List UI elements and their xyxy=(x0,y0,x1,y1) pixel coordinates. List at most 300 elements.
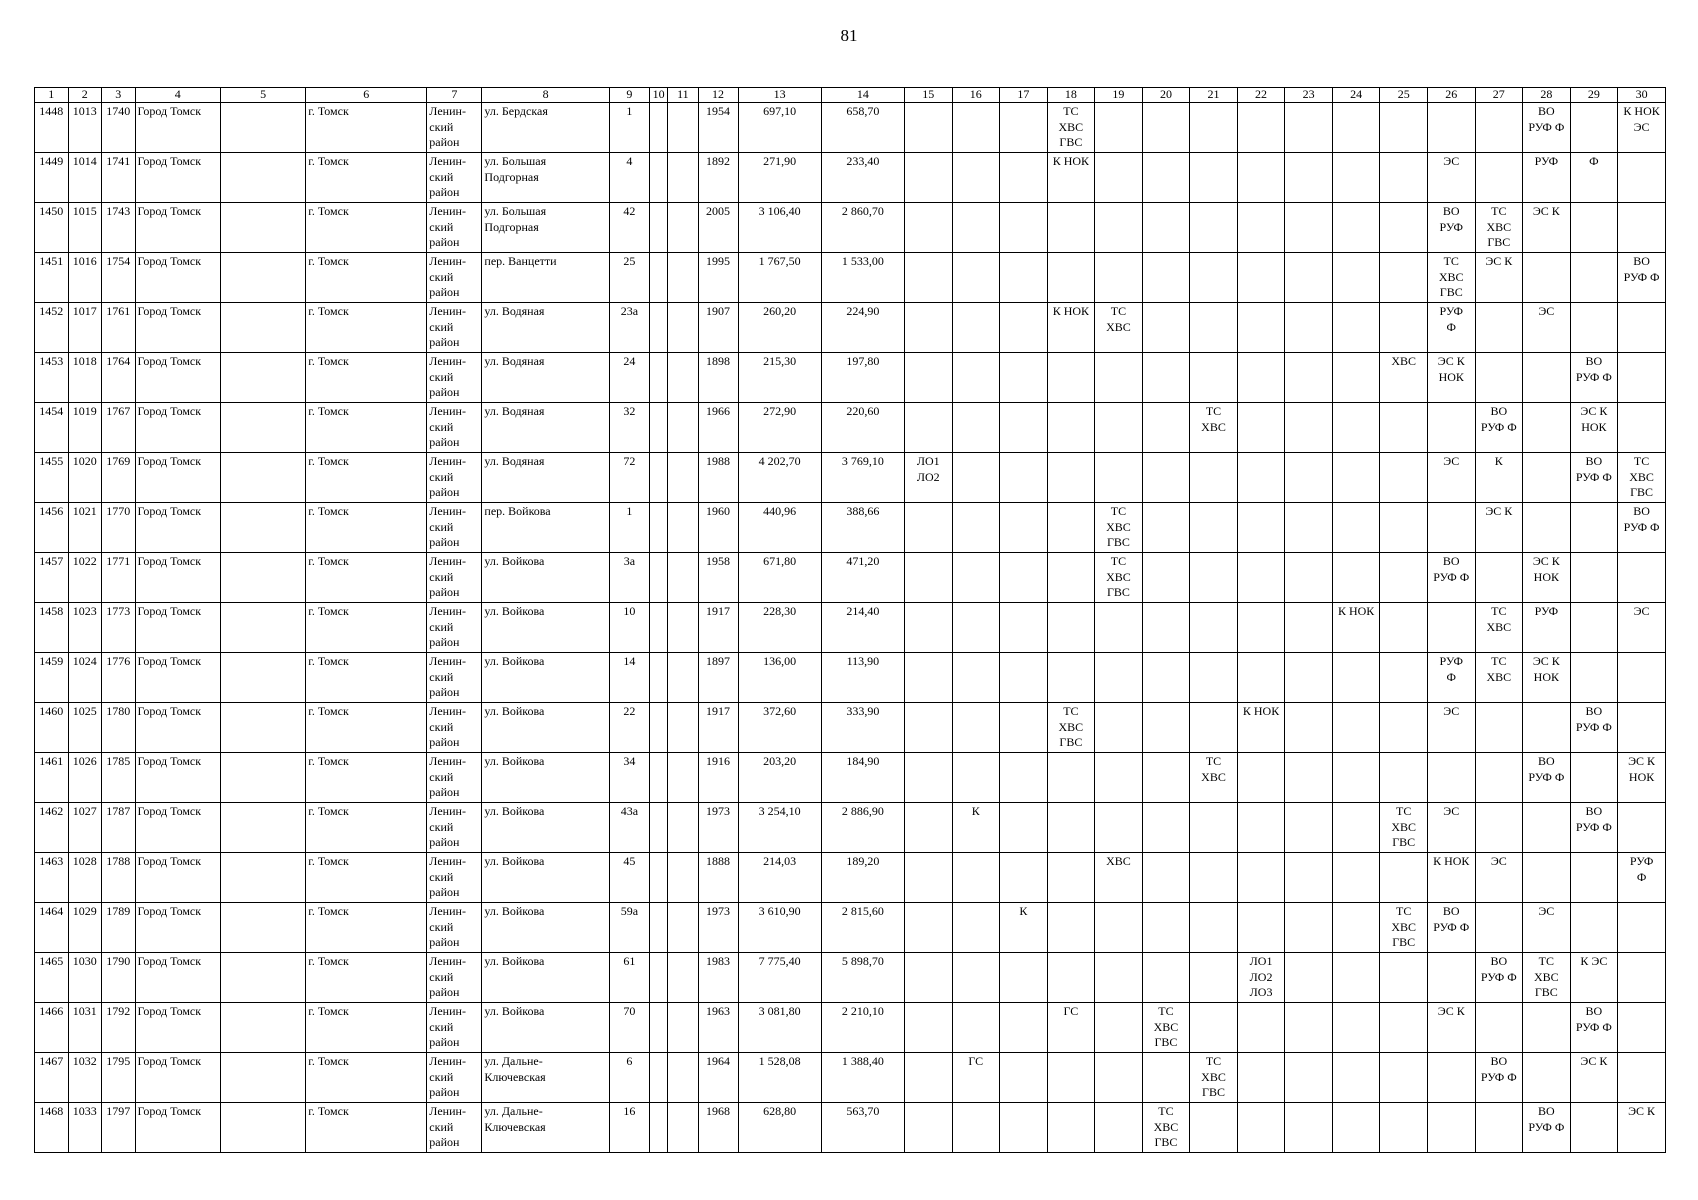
table-cell xyxy=(952,553,1000,603)
table-cell: 224,90 xyxy=(821,303,904,353)
table-cell: 197,80 xyxy=(821,353,904,403)
table-cell xyxy=(904,153,952,203)
table-cell xyxy=(1427,603,1475,653)
table-cell xyxy=(904,803,952,853)
table-cell: ул. Войкова xyxy=(482,803,610,853)
column-header: 30 xyxy=(1618,88,1666,103)
table-cell xyxy=(649,203,667,253)
table-cell: 1973 xyxy=(698,803,738,853)
table-cell xyxy=(1285,153,1333,203)
table-cell xyxy=(904,703,952,753)
table-row xyxy=(35,803,1666,853)
table-cell xyxy=(668,853,698,903)
table-cell: ЭС xyxy=(1475,853,1523,903)
table-cell xyxy=(1332,503,1380,553)
table-cell: г. Томск xyxy=(306,103,427,153)
table-cell: 1964 xyxy=(698,1053,738,1103)
table-cell xyxy=(952,403,1000,453)
table-cell xyxy=(649,253,667,303)
table-cell xyxy=(220,1103,305,1153)
table-cell: г. Томск xyxy=(306,803,427,853)
table-cell: 214,40 xyxy=(821,603,904,653)
table-cell: 43а xyxy=(609,803,649,853)
table-cell xyxy=(1142,653,1190,703)
table-cell: ул. Войкова xyxy=(482,953,610,1003)
table-cell: ВО РУФ Ф xyxy=(1427,553,1475,603)
table-cell: 32 xyxy=(609,403,649,453)
table-cell: 14 xyxy=(609,653,649,703)
table-cell: 1463 xyxy=(35,853,69,903)
table-cell xyxy=(1000,253,1048,303)
table-cell: Ленин- ский район xyxy=(427,303,482,353)
table-cell: ТС ХВС xyxy=(1190,753,1238,803)
table-cell: К xyxy=(952,803,1000,853)
table-cell xyxy=(1475,903,1523,953)
table-cell xyxy=(1047,503,1095,553)
table-cell: ЭС К НОК xyxy=(1427,353,1475,403)
table-cell: 671,80 xyxy=(738,553,821,603)
column-header: 21 xyxy=(1190,88,1238,103)
table-cell: 4 202,70 xyxy=(738,453,821,503)
table-cell: ВО РУФ Ф xyxy=(1427,903,1475,953)
table-cell: Ленин- ский район xyxy=(427,153,482,203)
table-cell xyxy=(1000,153,1048,203)
table-cell: 1459 xyxy=(35,653,69,703)
table-cell xyxy=(1000,603,1048,653)
table-cell: 440,96 xyxy=(738,503,821,553)
table-cell: Город Томск xyxy=(135,253,220,303)
table-cell: ВО РУФ Ф xyxy=(1570,353,1618,403)
table-cell: ЭС К xyxy=(1475,503,1523,553)
table-cell xyxy=(1475,1003,1523,1053)
table-cell: Город Томск xyxy=(135,603,220,653)
table-cell xyxy=(1142,453,1190,503)
table-cell xyxy=(1190,903,1238,953)
table-cell xyxy=(1142,853,1190,903)
table-cell: Город Томск xyxy=(135,1103,220,1153)
table-cell xyxy=(1237,1103,1285,1153)
table-cell: ВО РУФ xyxy=(1427,203,1475,253)
table-cell: г. Томск xyxy=(306,603,427,653)
column-header: 1 xyxy=(35,88,69,103)
table-cell xyxy=(904,1103,952,1153)
table-cell: 260,20 xyxy=(738,303,821,353)
table-cell: ЭС xyxy=(1523,903,1571,953)
table-cell xyxy=(1618,803,1666,853)
table-cell: 1030 xyxy=(68,953,102,1003)
table-cell: 1888 xyxy=(698,853,738,903)
table-cell: 23а xyxy=(609,303,649,353)
table-cell xyxy=(1523,453,1571,503)
table-cell xyxy=(668,303,698,353)
table-cell xyxy=(1380,453,1428,503)
table-cell: ТС ХВС xyxy=(1190,403,1238,453)
table-cell: 1761 xyxy=(102,303,136,353)
table-cell: 70 xyxy=(609,1003,649,1053)
table-cell xyxy=(668,253,698,303)
table-cell xyxy=(1047,403,1095,453)
table-cell xyxy=(668,1053,698,1103)
table-cell: Город Томск xyxy=(135,503,220,553)
table-cell: Ф xyxy=(1570,153,1618,203)
table-cell xyxy=(1332,803,1380,853)
table-cell xyxy=(1000,303,1048,353)
table-cell: 1 xyxy=(609,103,649,153)
table-cell xyxy=(904,403,952,453)
table-cell xyxy=(1237,253,1285,303)
table-cell: 471,20 xyxy=(821,553,904,603)
table-cell: ВО РУФ Ф xyxy=(1523,753,1571,803)
table-cell: 1960 xyxy=(698,503,738,553)
table-cell: ул. Большая Подгорная xyxy=(482,203,610,253)
table-cell xyxy=(649,453,667,503)
table-cell xyxy=(1427,753,1475,803)
table-cell: ВО РУФ Ф xyxy=(1570,1003,1618,1053)
table-cell xyxy=(649,303,667,353)
table-cell xyxy=(1000,403,1048,453)
table-cell xyxy=(1142,803,1190,853)
table-cell xyxy=(220,1053,305,1103)
table-cell xyxy=(1570,253,1618,303)
table-cell xyxy=(1047,603,1095,653)
table-cell: 1789 xyxy=(102,903,136,953)
table-cell xyxy=(1237,403,1285,453)
table-cell: Город Томск xyxy=(135,753,220,803)
table-cell: 228,30 xyxy=(738,603,821,653)
table-cell: Ленин- ский район xyxy=(427,853,482,903)
table-cell xyxy=(649,1003,667,1053)
table-cell xyxy=(668,703,698,753)
table-cell: 3 610,90 xyxy=(738,903,821,953)
table-cell: 1740 xyxy=(102,103,136,153)
table-cell: Город Томск xyxy=(135,353,220,403)
column-header: 5 xyxy=(220,88,305,103)
column-header: 20 xyxy=(1142,88,1190,103)
table-cell xyxy=(220,453,305,503)
header-row xyxy=(35,88,1666,103)
table-cell: г. Томск xyxy=(306,1003,427,1053)
column-header: 6 xyxy=(306,88,427,103)
table-cell xyxy=(1380,403,1428,453)
table-cell xyxy=(668,403,698,453)
table-cell: 1031 xyxy=(68,1003,102,1053)
table-cell: 1988 xyxy=(698,453,738,503)
table-cell: 1026 xyxy=(68,753,102,803)
table-cell xyxy=(952,1103,1000,1153)
table-cell: 1450 xyxy=(35,203,69,253)
table-cell xyxy=(1285,1053,1333,1103)
table-cell: 189,20 xyxy=(821,853,904,903)
table-cell: 1022 xyxy=(68,553,102,603)
table-cell xyxy=(1285,1103,1333,1153)
table-cell: Ленин- ский район xyxy=(427,453,482,503)
table-cell: 1449 xyxy=(35,153,69,203)
table-cell: К xyxy=(1475,453,1523,503)
column-header: 26 xyxy=(1427,88,1475,103)
table-cell xyxy=(1332,703,1380,753)
table-cell xyxy=(668,553,698,603)
table-cell: 3 081,80 xyxy=(738,1003,821,1053)
table-cell: ЛО1 ЛО2 xyxy=(904,453,952,503)
table-cell xyxy=(1095,403,1143,453)
table-cell xyxy=(1095,153,1143,203)
table-cell xyxy=(1570,603,1618,653)
table-cell: 1457 xyxy=(35,553,69,603)
table-cell xyxy=(1332,553,1380,603)
table-row xyxy=(35,403,1666,453)
table-cell: ТС ХВС ГВС xyxy=(1618,453,1666,503)
table-cell: 72 xyxy=(609,453,649,503)
column-header: 24 xyxy=(1332,88,1380,103)
table-cell xyxy=(1332,353,1380,403)
table-cell xyxy=(649,403,667,453)
table-cell xyxy=(668,953,698,1003)
table-cell: 1464 xyxy=(35,903,69,953)
table-cell xyxy=(952,1003,1000,1053)
table-cell xyxy=(1237,553,1285,603)
table-cell xyxy=(1618,553,1666,603)
table-cell xyxy=(1047,203,1095,253)
table-cell: ул. Водяная xyxy=(482,303,610,353)
column-header: 15 xyxy=(904,88,952,103)
table-cell: ВО РУФ Ф xyxy=(1570,703,1618,753)
table-cell: г. Томск xyxy=(306,153,427,203)
table-cell: Город Томск xyxy=(135,703,220,753)
column-header: 17 xyxy=(1000,88,1048,103)
table-cell xyxy=(1190,153,1238,203)
table-cell: 1028 xyxy=(68,853,102,903)
table-cell: ул. Войкова xyxy=(482,553,610,603)
table-cell xyxy=(1332,453,1380,503)
table-cell xyxy=(1047,753,1095,803)
table-cell xyxy=(1095,1053,1143,1103)
table-cell xyxy=(1047,803,1095,853)
table-cell xyxy=(904,253,952,303)
table-row xyxy=(35,653,1666,703)
table-cell: ЭС К xyxy=(1427,1003,1475,1053)
table-cell: г. Томск xyxy=(306,703,427,753)
table-cell: 2 815,60 xyxy=(821,903,904,953)
table-cell: Ленин- ский район xyxy=(427,353,482,403)
table-cell xyxy=(1427,1103,1475,1153)
table-cell: ТС ХВС ГВС xyxy=(1523,953,1571,1003)
table-cell xyxy=(1523,803,1571,853)
table-cell: Город Томск xyxy=(135,103,220,153)
table-cell xyxy=(649,1103,667,1153)
table-cell: ЛО1 ЛО2 ЛО3 xyxy=(1237,953,1285,1003)
table-cell xyxy=(1095,803,1143,853)
table-cell xyxy=(1190,253,1238,303)
table-cell xyxy=(1523,503,1571,553)
table-cell: 3а xyxy=(609,553,649,603)
table-cell xyxy=(952,953,1000,1003)
table-cell xyxy=(952,503,1000,553)
table-cell: 2005 xyxy=(698,203,738,253)
table-cell: 1790 xyxy=(102,953,136,1003)
table-cell xyxy=(1427,103,1475,153)
table-cell xyxy=(220,303,305,353)
table-cell: ЭС xyxy=(1427,153,1475,203)
table-cell xyxy=(1475,803,1523,853)
table-cell xyxy=(1380,1053,1428,1103)
table-cell: 1769 xyxy=(102,453,136,503)
table-cell: ул. Водяная xyxy=(482,453,610,503)
table-cell xyxy=(1000,553,1048,603)
table-cell xyxy=(668,203,698,253)
table-cell: ТС ХВС ГВС xyxy=(1095,553,1143,603)
table-cell xyxy=(1000,503,1048,553)
table-cell: 1764 xyxy=(102,353,136,403)
table-cell xyxy=(649,953,667,1003)
table-cell xyxy=(1332,1003,1380,1053)
table-cell: 1 767,50 xyxy=(738,253,821,303)
table-cell xyxy=(220,703,305,753)
table-cell xyxy=(1047,553,1095,603)
table-cell: Город Томск xyxy=(135,403,220,453)
table-cell xyxy=(649,103,667,153)
table-cell xyxy=(1380,703,1428,753)
table-cell xyxy=(668,653,698,703)
table-cell: г. Томск xyxy=(306,753,427,803)
table-cell xyxy=(220,603,305,653)
table-cell xyxy=(1142,703,1190,753)
table-cell xyxy=(1570,753,1618,803)
table-cell: 1025 xyxy=(68,703,102,753)
table-cell xyxy=(649,1053,667,1103)
table-cell: ТС ХВС ГВС xyxy=(1095,503,1143,553)
table-cell: г. Томск xyxy=(306,253,427,303)
table-cell xyxy=(1285,553,1333,603)
table-cell xyxy=(668,603,698,653)
table-cell: 388,66 xyxy=(821,503,904,553)
table-cell xyxy=(1618,1053,1666,1103)
table-cell: К НОК xyxy=(1427,853,1475,903)
table-cell xyxy=(1285,753,1333,803)
table-cell xyxy=(1523,253,1571,303)
table-row xyxy=(35,703,1666,753)
table-cell xyxy=(1190,103,1238,153)
table-cell: ВО РУФ Ф xyxy=(1618,253,1666,303)
table-cell xyxy=(1332,153,1380,203)
table-cell: ул. Бердская xyxy=(482,103,610,153)
table-cell xyxy=(1047,903,1095,953)
table-cell: РУФ Ф xyxy=(1427,303,1475,353)
table-cell xyxy=(1570,1103,1618,1153)
table-cell xyxy=(1047,853,1095,903)
table-cell: ЭС К xyxy=(1523,203,1571,253)
table-cell: Город Томск xyxy=(135,153,220,203)
table-cell: 628,80 xyxy=(738,1103,821,1153)
table-cell: Ленин- ский район xyxy=(427,753,482,803)
table-cell: Ленин- ский район xyxy=(427,203,482,253)
table-cell xyxy=(904,553,952,603)
table-cell: 1973 xyxy=(698,903,738,953)
table-cell: 272,90 xyxy=(738,403,821,453)
table-row xyxy=(35,153,1666,203)
table-cell xyxy=(904,653,952,703)
column-header: 4 xyxy=(135,88,220,103)
table-cell: РУФ xyxy=(1523,603,1571,653)
table-cell: Город Томск xyxy=(135,653,220,703)
table-cell xyxy=(1332,1103,1380,1153)
table-cell xyxy=(1190,303,1238,353)
table-cell xyxy=(1237,853,1285,903)
table-cell: ГС xyxy=(952,1053,1000,1103)
table-cell: РУФ Ф xyxy=(1427,653,1475,703)
table-cell xyxy=(1190,653,1238,703)
table-cell: 1907 xyxy=(698,303,738,353)
table-cell: К НОК xyxy=(1047,303,1095,353)
table-cell xyxy=(1000,753,1048,803)
table-cell xyxy=(1285,403,1333,453)
table-cell: ул. Войкова xyxy=(482,653,610,703)
table-cell xyxy=(1618,703,1666,753)
table-cell: 1020 xyxy=(68,453,102,503)
table-cell xyxy=(1237,453,1285,503)
table-cell xyxy=(1380,503,1428,553)
table-cell: К ЭС xyxy=(1570,953,1618,1003)
table-cell xyxy=(904,103,952,153)
table-cell xyxy=(1095,1003,1143,1053)
table-cell: ЭС xyxy=(1427,803,1475,853)
table-cell: 4 xyxy=(609,153,649,203)
table-cell: ТС ХВС xyxy=(1475,603,1523,653)
table-cell: К xyxy=(1000,903,1048,953)
table-cell: ТС ХВС xyxy=(1475,653,1523,703)
table-cell: 1788 xyxy=(102,853,136,903)
table-cell xyxy=(904,303,952,353)
table-cell: пер. Войкова xyxy=(482,503,610,553)
table-cell xyxy=(1570,203,1618,253)
table-cell: Город Томск xyxy=(135,303,220,353)
column-header: 18 xyxy=(1047,88,1095,103)
table-cell xyxy=(1095,103,1143,153)
table-cell xyxy=(1570,903,1618,953)
table-cell xyxy=(1523,403,1571,453)
table-cell xyxy=(1000,853,1048,903)
table-cell: 2 210,10 xyxy=(821,1003,904,1053)
table-cell: Ленин- ский район xyxy=(427,703,482,753)
table-cell xyxy=(1237,103,1285,153)
table-cell: 1 388,40 xyxy=(821,1053,904,1103)
table-cell: ЭС xyxy=(1618,603,1666,653)
table-cell xyxy=(1523,353,1571,403)
table-cell: ГС xyxy=(1047,1003,1095,1053)
table-cell: 1032 xyxy=(68,1053,102,1103)
table-cell: ул. Войкова xyxy=(482,1003,610,1053)
table-cell: 1454 xyxy=(35,403,69,453)
table-cell xyxy=(1380,1003,1428,1053)
table-cell xyxy=(1000,1103,1048,1153)
table-cell xyxy=(220,903,305,953)
table-cell: 1014 xyxy=(68,153,102,203)
column-header: 11 xyxy=(668,88,698,103)
table-cell xyxy=(1380,253,1428,303)
table-cell xyxy=(1570,303,1618,353)
table-cell: 1033 xyxy=(68,1103,102,1153)
table-cell xyxy=(1285,853,1333,903)
table-cell: 1018 xyxy=(68,353,102,403)
table-cell xyxy=(1095,703,1143,753)
table-cell: 1 xyxy=(609,503,649,553)
table-cell: 1448 xyxy=(35,103,69,153)
table-cell: 1461 xyxy=(35,753,69,803)
table-cell: 1455 xyxy=(35,453,69,503)
column-header: 16 xyxy=(952,88,1000,103)
table-cell xyxy=(1000,953,1048,1003)
table-cell: Город Томск xyxy=(135,953,220,1003)
table-cell: 45 xyxy=(609,853,649,903)
